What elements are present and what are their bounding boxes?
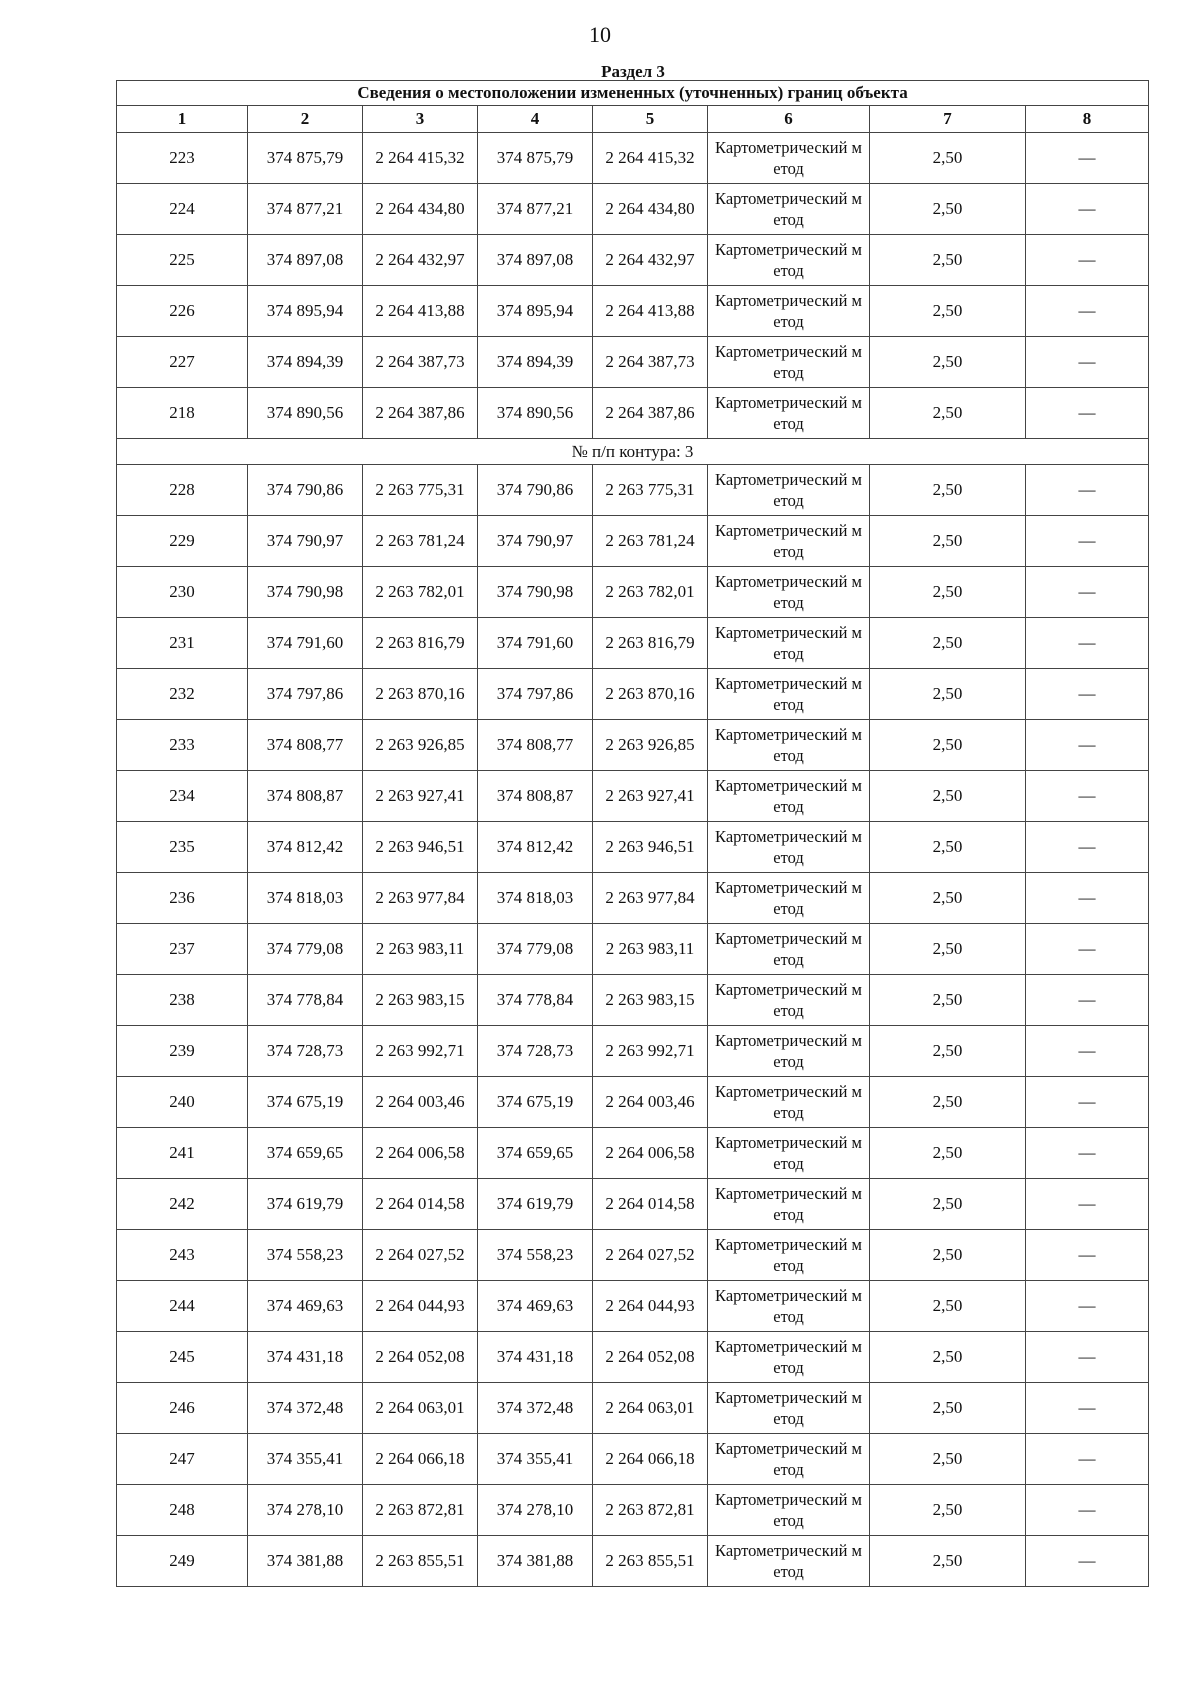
point-number-cell: 218 <box>117 388 248 439</box>
description-cell: — <box>1026 1383 1149 1434</box>
refined-y-cell: 2 263 983,11 <box>593 924 708 975</box>
method-text: Картометрический метод <box>715 827 862 867</box>
method-text: Картометрический метод <box>715 1337 862 1377</box>
table-row <box>117 235 1149 286</box>
existing-y-cell: 2 264 052,08 <box>363 1332 478 1383</box>
point-number-cell: 243 <box>117 1230 248 1281</box>
refined-x-cell: 374 894,39 <box>478 337 593 388</box>
point-number-cell: 247 <box>117 1434 248 1485</box>
existing-y-cell: 2 263 946,51 <box>363 822 478 873</box>
existing-x-cell: 374 558,23 <box>248 1230 363 1281</box>
description-cell: — <box>1026 720 1149 771</box>
table-row <box>117 1026 1149 1077</box>
refined-y-cell: 2 263 775,31 <box>593 465 708 516</box>
accuracy-cell: 2,50 <box>870 337 1026 388</box>
method-text: Картометрический метод <box>715 521 862 561</box>
accuracy-cell: 2,50 <box>870 822 1026 873</box>
existing-x-cell: 374 808,77 <box>248 720 363 771</box>
existing-x-cell: 374 381,88 <box>248 1536 363 1587</box>
column-header: 2 <box>248 106 363 133</box>
method-cell <box>708 1077 870 1128</box>
accuracy-cell: 2,50 <box>870 388 1026 439</box>
table-row <box>117 567 1149 618</box>
method-text: Картометрический метод <box>715 1133 862 1173</box>
method-cell <box>708 669 870 720</box>
refined-x-cell: 374 372,48 <box>478 1383 593 1434</box>
existing-y-cell: 2 264 027,52 <box>363 1230 478 1281</box>
method-text: Картометрический метод <box>715 1439 862 1479</box>
table-row <box>117 184 1149 235</box>
table-row <box>117 1536 1149 1587</box>
existing-y-cell: 2 263 992,71 <box>363 1026 478 1077</box>
method-cell <box>708 1332 870 1383</box>
refined-x-cell: 374 897,08 <box>478 235 593 286</box>
refined-y-cell: 2 264 066,18 <box>593 1434 708 1485</box>
description-cell: — <box>1026 618 1149 669</box>
refined-x-cell: 374 431,18 <box>478 1332 593 1383</box>
method-text: Картометрический метод <box>715 291 862 331</box>
description-cell: — <box>1026 516 1149 567</box>
refined-x-cell: 374 355,41 <box>478 1434 593 1485</box>
point-number-cell: 228 <box>117 465 248 516</box>
table-row <box>117 133 1149 184</box>
existing-x-cell: 374 469,63 <box>248 1281 363 1332</box>
existing-x-cell: 374 894,39 <box>248 337 363 388</box>
accuracy-cell: 2,50 <box>870 1281 1026 1332</box>
method-cell <box>708 286 870 337</box>
refined-y-cell: 2 264 006,58 <box>593 1128 708 1179</box>
method-cell <box>708 1230 870 1281</box>
point-number-cell: 242 <box>117 1179 248 1230</box>
accuracy-cell: 2,50 <box>870 975 1026 1026</box>
accuracy-cell: 2,50 <box>870 1383 1026 1434</box>
method-text: Картометрический метод <box>715 342 862 382</box>
table-row <box>117 924 1149 975</box>
method-cell <box>708 133 870 184</box>
point-number-cell: 232 <box>117 669 248 720</box>
description-cell: — <box>1026 1026 1149 1077</box>
method-text: Картометрический метод <box>715 980 862 1020</box>
refined-x-cell: 374 877,21 <box>478 184 593 235</box>
refined-y-cell: 2 264 432,97 <box>593 235 708 286</box>
refined-y-cell: 2 263 781,24 <box>593 516 708 567</box>
description-cell: — <box>1026 1230 1149 1281</box>
refined-y-cell: 2 264 027,52 <box>593 1230 708 1281</box>
table-row <box>117 1281 1149 1332</box>
accuracy-cell: 2,50 <box>870 1434 1026 1485</box>
description-cell: — <box>1026 337 1149 388</box>
refined-y-cell: 2 264 003,46 <box>593 1077 708 1128</box>
table-row <box>117 1077 1149 1128</box>
column-header: 5 <box>593 106 708 133</box>
accuracy-cell: 2,50 <box>870 567 1026 618</box>
refined-x-cell: 374 778,84 <box>478 975 593 1026</box>
accuracy-cell: 2,50 <box>870 184 1026 235</box>
table-row <box>117 873 1149 924</box>
refined-x-cell: 374 818,03 <box>478 873 593 924</box>
method-text: Картометрический метод <box>715 240 862 280</box>
method-cell <box>708 975 870 1026</box>
accuracy-cell: 2,50 <box>870 720 1026 771</box>
existing-y-cell: 2 264 014,58 <box>363 1179 478 1230</box>
existing-y-cell: 2 264 415,32 <box>363 133 478 184</box>
existing-x-cell: 374 877,21 <box>248 184 363 235</box>
existing-y-cell: 2 264 066,18 <box>363 1434 478 1485</box>
refined-x-cell: 374 659,65 <box>478 1128 593 1179</box>
table-row <box>117 1179 1149 1230</box>
description-cell: — <box>1026 771 1149 822</box>
description-cell: — <box>1026 873 1149 924</box>
existing-y-cell: 2 263 872,81 <box>363 1485 478 1536</box>
existing-y-cell: 2 263 926,85 <box>363 720 478 771</box>
existing-y-cell: 2 263 870,16 <box>363 669 478 720</box>
point-number-cell: 234 <box>117 771 248 822</box>
existing-y-cell: 2 264 434,80 <box>363 184 478 235</box>
method-text: Картометрический метод <box>715 776 862 816</box>
description-cell: — <box>1026 567 1149 618</box>
table-row <box>117 388 1149 439</box>
method-cell <box>708 822 870 873</box>
table-caption: Сведения о местоположении измененных (уточненных) границ объекта <box>117 81 1149 106</box>
method-cell <box>708 1026 870 1077</box>
description-cell: — <box>1026 975 1149 1026</box>
refined-x-cell: 374 808,77 <box>478 720 593 771</box>
page-number: 10 <box>589 22 611 47</box>
existing-y-cell: 2 263 927,41 <box>363 771 478 822</box>
method-cell <box>708 1434 870 1485</box>
coordinates-table <box>116 80 1149 1587</box>
table-row <box>117 465 1149 516</box>
existing-x-cell: 374 812,42 <box>248 822 363 873</box>
refined-y-cell: 2 263 926,85 <box>593 720 708 771</box>
refined-x-cell: 374 791,60 <box>478 618 593 669</box>
accuracy-cell: 2,50 <box>870 465 1026 516</box>
refined-x-cell: 374 728,73 <box>478 1026 593 1077</box>
existing-x-cell: 374 790,86 <box>248 465 363 516</box>
existing-x-cell: 374 797,86 <box>248 669 363 720</box>
column-header: 4 <box>478 106 593 133</box>
table-row <box>117 1332 1149 1383</box>
description-cell: — <box>1026 235 1149 286</box>
description-cell: — <box>1026 1485 1149 1536</box>
existing-y-cell: 2 263 782,01 <box>363 567 478 618</box>
method-cell <box>708 516 870 567</box>
method-text: Картометрический метод <box>715 1286 862 1326</box>
point-number-cell: 233 <box>117 720 248 771</box>
point-number-cell: 238 <box>117 975 248 1026</box>
point-number-cell: 231 <box>117 618 248 669</box>
accuracy-cell: 2,50 <box>870 1536 1026 1587</box>
method-cell <box>708 465 870 516</box>
description-cell: — <box>1026 1536 1149 1587</box>
accuracy-cell: 2,50 <box>870 873 1026 924</box>
point-number-cell: 230 <box>117 567 248 618</box>
accuracy-cell: 2,50 <box>870 286 1026 337</box>
refined-x-cell: 374 469,63 <box>478 1281 593 1332</box>
existing-x-cell: 374 355,41 <box>248 1434 363 1485</box>
method-text: Картометрический метод <box>715 1388 862 1428</box>
point-number-cell: 244 <box>117 1281 248 1332</box>
accuracy-cell: 2,50 <box>870 1128 1026 1179</box>
existing-x-cell: 374 808,87 <box>248 771 363 822</box>
table-row <box>117 516 1149 567</box>
existing-y-cell: 2 263 855,51 <box>363 1536 478 1587</box>
refined-y-cell: 2 264 014,58 <box>593 1179 708 1230</box>
refined-y-cell: 2 263 992,71 <box>593 1026 708 1077</box>
refined-x-cell: 374 790,98 <box>478 567 593 618</box>
accuracy-cell: 2,50 <box>870 235 1026 286</box>
existing-y-cell: 2 263 983,11 <box>363 924 478 975</box>
method-cell <box>708 1383 870 1434</box>
table-row <box>117 337 1149 388</box>
existing-y-cell: 2 264 387,73 <box>363 337 478 388</box>
method-cell <box>708 924 870 975</box>
table-body <box>117 81 1149 1587</box>
accuracy-cell: 2,50 <box>870 133 1026 184</box>
refined-x-cell: 374 619,79 <box>478 1179 593 1230</box>
column-header: 8 <box>1026 106 1149 133</box>
table-row <box>117 1434 1149 1485</box>
method-cell <box>708 1281 870 1332</box>
description-cell: — <box>1026 1128 1149 1179</box>
refined-y-cell: 2 264 387,86 <box>593 388 708 439</box>
point-number-cell: 236 <box>117 873 248 924</box>
table-row <box>117 1383 1149 1434</box>
method-cell <box>708 567 870 618</box>
existing-y-cell: 2 263 781,24 <box>363 516 478 567</box>
existing-x-cell: 374 278,10 <box>248 1485 363 1536</box>
point-number-cell: 224 <box>117 184 248 235</box>
point-number-cell: 229 <box>117 516 248 567</box>
method-cell <box>708 771 870 822</box>
existing-x-cell: 374 790,98 <box>248 567 363 618</box>
description-cell: — <box>1026 669 1149 720</box>
point-number-cell: 248 <box>117 1485 248 1536</box>
accuracy-cell: 2,50 <box>870 1230 1026 1281</box>
existing-y-cell: 2 263 977,84 <box>363 873 478 924</box>
accuracy-cell: 2,50 <box>870 1332 1026 1383</box>
point-number-cell: 249 <box>117 1536 248 1587</box>
existing-x-cell: 374 890,56 <box>248 388 363 439</box>
method-cell <box>708 618 870 669</box>
description-cell: — <box>1026 924 1149 975</box>
accuracy-cell: 2,50 <box>870 618 1026 669</box>
description-cell: — <box>1026 388 1149 439</box>
existing-y-cell: 2 264 387,86 <box>363 388 478 439</box>
refined-x-cell: 374 790,97 <box>478 516 593 567</box>
method-text: Картометрический метод <box>715 189 862 229</box>
point-number-cell: 246 <box>117 1383 248 1434</box>
refined-x-cell: 374 558,23 <box>478 1230 593 1281</box>
existing-x-cell: 374 675,19 <box>248 1077 363 1128</box>
method-cell <box>708 1485 870 1536</box>
accuracy-cell: 2,50 <box>870 1179 1026 1230</box>
existing-y-cell: 2 263 983,15 <box>363 975 478 1026</box>
method-cell <box>708 720 870 771</box>
existing-y-cell: 2 264 006,58 <box>363 1128 478 1179</box>
existing-x-cell: 374 791,60 <box>248 618 363 669</box>
method-cell <box>708 337 870 388</box>
point-number-cell: 245 <box>117 1332 248 1383</box>
existing-x-cell: 374 659,65 <box>248 1128 363 1179</box>
refined-y-cell: 2 264 063,01 <box>593 1383 708 1434</box>
method-text: Картометрический метод <box>715 572 862 612</box>
point-number-cell: 235 <box>117 822 248 873</box>
refined-y-cell: 2 264 044,93 <box>593 1281 708 1332</box>
existing-x-cell: 374 372,48 <box>248 1383 363 1434</box>
refined-y-cell: 2 263 927,41 <box>593 771 708 822</box>
description-cell: — <box>1026 1281 1149 1332</box>
table-row <box>117 1230 1149 1281</box>
refined-y-cell: 2 264 052,08 <box>593 1332 708 1383</box>
method-cell <box>708 235 870 286</box>
method-text: Картометрический метод <box>715 623 862 663</box>
existing-x-cell: 374 431,18 <box>248 1332 363 1383</box>
refined-y-cell: 2 263 983,15 <box>593 975 708 1026</box>
refined-x-cell: 374 797,86 <box>478 669 593 720</box>
refined-y-cell: 2 263 855,51 <box>593 1536 708 1587</box>
column-header: 3 <box>363 106 478 133</box>
method-cell <box>708 1128 870 1179</box>
refined-x-cell: 374 808,87 <box>478 771 593 822</box>
existing-x-cell: 374 897,08 <box>248 235 363 286</box>
existing-x-cell: 374 619,79 <box>248 1179 363 1230</box>
refined-y-cell: 2 263 870,16 <box>593 669 708 720</box>
method-text: Картометрический метод <box>715 1541 862 1581</box>
method-text: Картометрический метод <box>715 878 862 918</box>
point-number-cell: 240 <box>117 1077 248 1128</box>
description-cell: — <box>1026 1077 1149 1128</box>
refined-y-cell: 2 264 434,80 <box>593 184 708 235</box>
existing-x-cell: 374 875,79 <box>248 133 363 184</box>
table-row <box>117 771 1149 822</box>
existing-x-cell: 374 895,94 <box>248 286 363 337</box>
existing-y-cell: 2 264 413,88 <box>363 286 478 337</box>
point-number-cell: 223 <box>117 133 248 184</box>
accuracy-cell: 2,50 <box>870 669 1026 720</box>
accuracy-cell: 2,50 <box>870 1077 1026 1128</box>
refined-y-cell: 2 264 413,88 <box>593 286 708 337</box>
existing-x-cell: 374 728,73 <box>248 1026 363 1077</box>
description-cell: — <box>1026 1434 1149 1485</box>
refined-x-cell: 374 812,42 <box>478 822 593 873</box>
method-text: Картометрический метод <box>715 1184 862 1224</box>
method-text: Картометрический метод <box>715 1490 862 1530</box>
existing-x-cell: 374 818,03 <box>248 873 363 924</box>
column-header-row <box>117 106 1149 133</box>
method-text: Картометрический метод <box>715 725 862 765</box>
refined-y-cell: 2 263 977,84 <box>593 873 708 924</box>
method-cell <box>708 1536 870 1587</box>
table-row <box>117 720 1149 771</box>
point-number-cell: 237 <box>117 924 248 975</box>
point-number-cell: 226 <box>117 286 248 337</box>
section-title: Раздел 3 <box>601 62 665 81</box>
method-cell <box>708 184 870 235</box>
existing-y-cell: 2 264 003,46 <box>363 1077 478 1128</box>
refined-x-cell: 374 890,56 <box>478 388 593 439</box>
description-cell: — <box>1026 1332 1149 1383</box>
point-number-cell: 225 <box>117 235 248 286</box>
table-row <box>117 286 1149 337</box>
accuracy-cell: 2,50 <box>870 924 1026 975</box>
refined-x-cell: 374 895,94 <box>478 286 593 337</box>
contour-row <box>117 439 1149 465</box>
table-row <box>117 975 1149 1026</box>
point-number-cell: 227 <box>117 337 248 388</box>
method-cell <box>708 1179 870 1230</box>
refined-y-cell: 2 264 415,32 <box>593 133 708 184</box>
existing-x-cell: 374 790,97 <box>248 516 363 567</box>
table-row <box>117 618 1149 669</box>
column-header: 1 <box>117 106 248 133</box>
column-header: 7 <box>870 106 1026 133</box>
existing-y-cell: 2 264 432,97 <box>363 235 478 286</box>
refined-y-cell: 2 263 946,51 <box>593 822 708 873</box>
accuracy-cell: 2,50 <box>870 516 1026 567</box>
description-cell: — <box>1026 465 1149 516</box>
method-cell <box>708 873 870 924</box>
refined-x-cell: 374 779,08 <box>478 924 593 975</box>
refined-x-cell: 374 790,86 <box>478 465 593 516</box>
refined-x-cell: 374 278,10 <box>478 1485 593 1536</box>
description-cell: — <box>1026 133 1149 184</box>
existing-x-cell: 374 778,84 <box>248 975 363 1026</box>
existing-x-cell: 374 779,08 <box>248 924 363 975</box>
point-number-cell: 239 <box>117 1026 248 1077</box>
table-row <box>117 1485 1149 1536</box>
description-cell: — <box>1026 822 1149 873</box>
column-header: 6 <box>708 106 870 133</box>
refined-x-cell: 374 381,88 <box>478 1536 593 1587</box>
accuracy-cell: 2,50 <box>870 1485 1026 1536</box>
method-text: Картометрический метод <box>715 929 862 969</box>
accuracy-cell: 2,50 <box>870 771 1026 822</box>
existing-y-cell: 2 263 816,79 <box>363 618 478 669</box>
refined-y-cell: 2 263 782,01 <box>593 567 708 618</box>
refined-x-cell: 374 675,19 <box>478 1077 593 1128</box>
existing-y-cell: 2 264 044,93 <box>363 1281 478 1332</box>
method-text: Картометрический метод <box>715 470 862 510</box>
description-cell: — <box>1026 286 1149 337</box>
method-text: Картометрический метод <box>715 393 862 433</box>
refined-x-cell: 374 875,79 <box>478 133 593 184</box>
refined-y-cell: 2 263 816,79 <box>593 618 708 669</box>
method-text: Картометрический метод <box>715 1031 862 1071</box>
table-row <box>117 1128 1149 1179</box>
table-row <box>117 669 1149 720</box>
method-cell <box>708 388 870 439</box>
method-text: Картометрический метод <box>715 674 862 714</box>
refined-y-cell: 2 263 872,81 <box>593 1485 708 1536</box>
existing-y-cell: 2 264 063,01 <box>363 1383 478 1434</box>
refined-y-cell: 2 264 387,73 <box>593 337 708 388</box>
method-text: Картометрический метод <box>715 1082 862 1122</box>
accuracy-cell: 2,50 <box>870 1026 1026 1077</box>
method-text: Картометрический метод <box>715 138 862 178</box>
description-cell: — <box>1026 1179 1149 1230</box>
description-cell: — <box>1026 184 1149 235</box>
contour-label: № п/п контура: 3 <box>117 439 1149 465</box>
table-row <box>117 822 1149 873</box>
method-text: Картометрический метод <box>715 1235 862 1275</box>
point-number-cell: 241 <box>117 1128 248 1179</box>
table-caption-row <box>117 81 1149 106</box>
existing-y-cell: 2 263 775,31 <box>363 465 478 516</box>
